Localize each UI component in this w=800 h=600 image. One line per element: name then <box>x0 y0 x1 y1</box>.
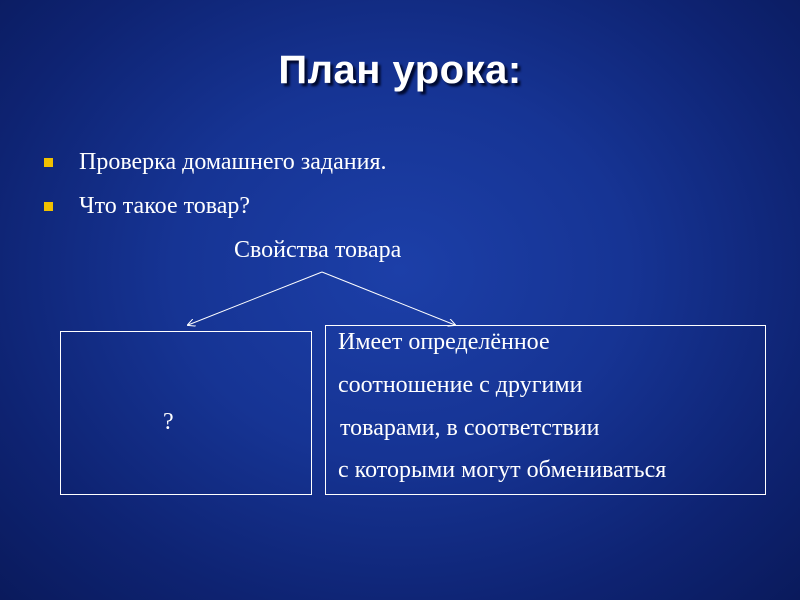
property-line: соотношение с другими <box>338 372 583 398</box>
bullet-text: Проверка домашнего задания. <box>79 149 387 175</box>
exchange-property-box <box>325 325 766 495</box>
square-bullet-icon <box>44 202 53 211</box>
slide-title: План урока: <box>278 48 522 92</box>
arrow-right <box>322 272 455 325</box>
property-line: товарами, в соответствии <box>340 415 600 441</box>
property-line: Имеет определённое <box>338 329 550 355</box>
bullet-text: Что такое товар? <box>79 193 251 219</box>
bullet-item <box>44 192 387 220</box>
unknown-property-box <box>60 331 312 495</box>
properties-heading: Свойства товара <box>234 237 402 263</box>
square-bullet-icon <box>44 158 53 167</box>
property-line: с которыми могут обмениваться <box>338 457 667 483</box>
bullet-item <box>44 148 387 176</box>
bullet-list <box>44 148 387 236</box>
question-mark: ? <box>163 409 174 435</box>
arrow-left <box>188 272 322 325</box>
